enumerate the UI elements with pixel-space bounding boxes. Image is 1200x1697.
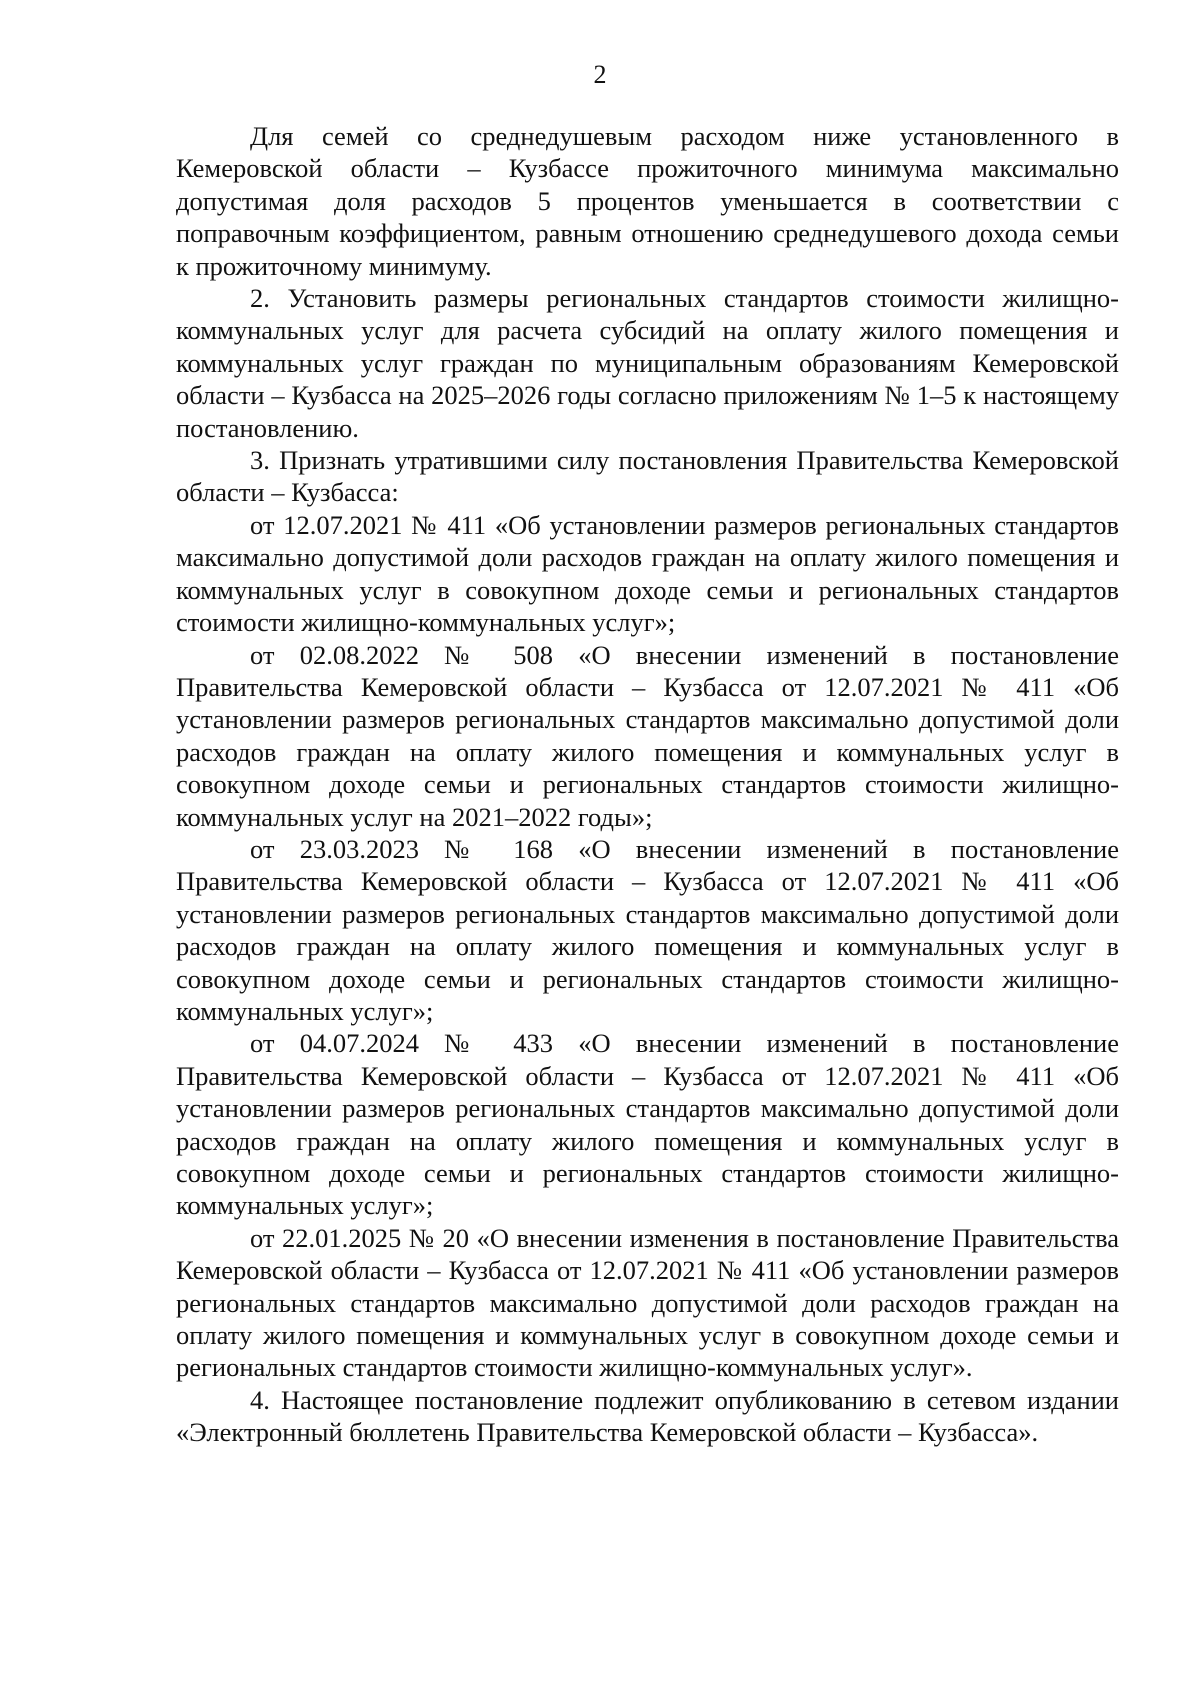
paragraph-item-4: 4. Настоящее постановление подлежит опубликованию в сетевом издании «Электронный бюллетень Правительства Кемеровской области – Кузбасса». bbox=[176, 1384, 1119, 1448]
paragraph-repealed-2021: от 12.07.2021 № 411 «Об установлении размеров региональных стандартов максимально допустимой доли расходов граждан на оплату жилого помещения и коммунальных услуг в совокупном доходе семьи и региональных стандартов стоимости жилищно-коммунальных услуг»; bbox=[176, 509, 1119, 638]
page-number: 2 bbox=[593, 60, 607, 89]
paragraph-repealed-2022: от 02.08.2022 № 508 «О внесении изменений в постановление Правительства Кемеровской области – Кузбасса от 12.07.2021 № 411 «Об установлении размеров региональных стандартов максимально допустимой доли расходов граждан на оплату жилого помещения и коммунальных услуг в совокупном доходе семьи и региональных стандартов стоимости жилищно-коммунальных услуг на 2021–2022 годы»; bbox=[176, 639, 1119, 832]
paragraph-item-3: 3. Признать утратившими силу постановления Правительства Кемеровской области – Кузбасса: bbox=[176, 445, 1119, 508]
paragraph-item-2: 2. Установить размеры региональных стандартов стоимости жилищно-коммунальных услуг для расчета субсидий на оплату жилого помещения и коммунальных услуг граждан по муниципальным образованиям Кемеровской области – Кузбасса на 2025–2026 годы согласно приложениям № 1–5 к настоящему постановлению. bbox=[176, 283, 1119, 443]
paragraph-repealed-2023: от 23.03.2023 № 168 «О внесении изменений в постановление Правительства Кемеровской области – Кузбасса от 12.07.2021 № 411 «Об установлении размеров региональных стандартов максимально допустимой доли расходов граждан на оплату жилого помещения и коммунальных услуг в совокупном доходе семьи и региональных стандартов стоимости жилищно-коммунальных услуг»; bbox=[176, 833, 1119, 1026]
paragraph-subsidy-note: Для семей со среднедушевым расходом ниже установленного в Кемеровской области – Кузбассе прожиточного минимума максимально допустимая доля расходов 5 процентов уменьшается в соответствии с поправочным коэффициентом, равным отношению среднедушевого дохода семьи к прожиточному минимуму. bbox=[176, 121, 1119, 281]
paragraph-repealed-2025: от 22.01.2025 № 20 «О внесении изменения в постановление Правительства Кемеровской области – Кузбасса от 12.07.2021 № 411 «Об установлении размеров региональных стандартов максимально допустимой доли расходов граждан на оплату жилого помещения и коммунальных услуг в совокупном доходе семьи и региональных стандартов стоимости жилищно-коммунальных услуг». bbox=[176, 1222, 1119, 1383]
paragraph-repealed-2024: от 04.07.2024 № 433 «О внесении изменений в постановление Правительства Кемеровской области – Кузбасса от 12.07.2021 № 411 «Об установлении размеров региональных стандартов максимально допустимой доли расходов граждан на оплату жилого помещения и коммунальных услуг в совокупном доходе семьи и региональных стандартов стоимости жилищно-коммунальных услуг»; bbox=[176, 1028, 1119, 1221]
document-body bbox=[176, 120, 1119, 1449]
